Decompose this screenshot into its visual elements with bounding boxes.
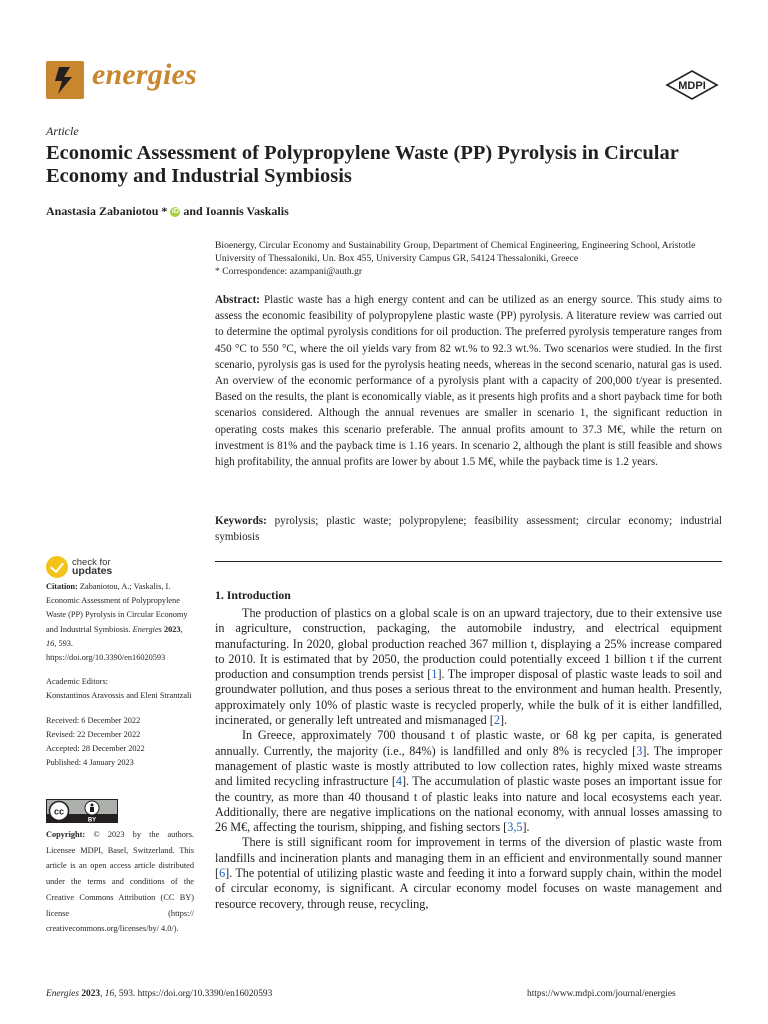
divider [215,561,722,562]
footer-citation: Energies 2023, 16, 593. https://doi.org/10.3390/en16020593 [46,989,273,999]
reference-link[interactable]: 3 [636,743,643,758]
section-heading: 1. Introduction [215,588,291,602]
keywords-text: pyrolysis; plastic waste; polypropylene; feasibility assessment; circular economy; industrial symbiosis [215,515,722,544]
academic-editors: Konstantinos Aravossis and Eleni Strantzali [46,691,192,701]
citation-text: Zabaniotou, A.; Vaskalis, I. Economic Assessment of Polypropylene Waste (PP) Pyrolysis in Circular Economy and Industrial Symbiosis. [46,582,188,634]
affiliation: Bioenergy, Circular Economy and Sustainability Group, Department of Chemical Engineering, Engineering School, Aristotle University of Thessaloniki, Un. Box 455, University Campus GR, 54124 Thessaloniki, Greece [215,240,696,265]
checkmark-icon [46,556,68,578]
author-name[interactable]: Anastasia Zabaniotou * [46,204,168,218]
abstract [215,292,722,470]
keywords-label: Keywords: [215,515,267,527]
page-title: Economic Assessment of Polypropylene Waste (PP) Pyrolysis in Circular Economy and Industrial Symbiosis [46,142,679,187]
article-type: Article [46,124,79,138]
citation: Citation: Zabaniotou, A.; Vaskalis, I. Economic Assessment of Polypropylene Waste (PP) Pyrolysis in Circular Economy and Industrial Symbiosis. Energies 2023, 16, 593. https://doi.org/10.3390/en16020593 [46,582,188,663]
citation-volume: 16 [46,638,55,648]
check-for-updates-button[interactable] [46,556,112,578]
footer-year: 2023 [81,989,101,999]
publisher-logo [664,70,720,105]
date-published: Published: 4 January 2023 [46,758,134,768]
reference-link[interactable]: 6 [219,866,226,881]
footer-journal-url[interactable]: https://www.mdpi.com/journal/energies [527,989,676,999]
paragraph: There is still significant room for improvement in terms of the diversion of plastic waste from landfills and incineration plants and managing them in an efficient and environmentally sound manner [6]. The potential of utilizing plastic waste and feeding it into a forward supply chain, within the model of circular economy, is significant. A circular economy model focuses on waste management and resource recovery, through reuse, recycling, [215,835,722,911]
journal-logo-icon [46,61,84,99]
publisher-name: MDPI [678,80,706,92]
author-name[interactable]: and Ioannis Vaskalis [183,204,289,218]
correspondence: * Correspondence: azampani@auth.gr [215,266,363,277]
introduction-body [215,606,722,912]
copyright-text: © 2023 by the authors. Licensee MDPI, Basel, Switzerland. This article is an open access article distributed under the terms and conditions of the Creative Commons Attribution (CC BY) license (https:// creativecommons.org/licenses/by/ 4.0/). [46,830,194,934]
date-accepted: Accepted: 28 December 2022 [46,744,145,754]
check-updates-line1: check for [72,557,111,568]
paragraph: In Greece, approximately 700 thousand t of plastic waste, or 68 kg per capita, is generated annually. Currently, the majority (i.e., 84%) is landfilled and only 8% is recycled [3]. The improper management of plastic waste is mostly attributed to low collection rates, highly mixed waste streams and limited recycling infrastructure [4]. The accumulation of plastic waste poses an important issue for the country, as more than 40 thousand t of plastic leaks into nature and local ecosystems each year. Additionally, there are negative implications on the national economy, with annual losses amassing to 26 M€, affecting the tourism, shipping, and fishing sectors [3,5]. [215,728,722,835]
citation-journal: Energies [132,624,162,634]
footer-journal: Energies [46,989,79,999]
author-list [46,204,289,219]
reference-link[interactable]: 1 [431,667,438,682]
citation-sidebar [46,580,194,770]
academic-editors-label: Academic Editors: [46,677,108,687]
copyright-notice [46,827,194,937]
reference-link[interactable]: 3,5 [507,820,523,835]
cc-text: cc [53,806,65,817]
footer-volume: 16 [104,989,115,999]
citation-label: Citation: [46,582,78,591]
journal-name: energies [92,58,197,91]
footer-doi[interactable]: , 593. https://doi.org/10.3390/en16020593 [114,989,273,999]
citation-year: 2023 [163,624,181,634]
paragraph: The production of plastics on a global scale is on an upward trajectory, due to their extensive use in agriculture, construction, packaging, the automobile industry, and electrical equipment manufacturing. In 2020, global production reached 367 million t, displaying a 25% increase compared to 2010. It is estimated that by 2050, the production could potentially exceed 1 billion t if the current production and consumption trends persist [1]. The improper disposal of plastic waste leads to soil and groundwater pollution, and thus poses a serious threat to the environment and human health. Presently, approximately only 10% of plastic waste is recycled properly, while the bulk of it is either landfilled, incinerated, or generally left untreated and mismanaged [2]. [215,606,722,728]
by-text: BY [87,817,97,823]
abstract-label: Abstract: [215,294,260,306]
cc-by-license-badge[interactable] [46,799,118,823]
keywords [215,513,722,545]
date-received: Received: 6 December 2022 [46,715,141,725]
citation-doi[interactable]: , 593. https://doi.org/10.3390/en16020593 [46,638,166,663]
copyright-label: Copyright: [46,830,86,839]
date-revised: Revised: 22 December 2022 [46,729,141,739]
reference-link[interactable]: 2 [493,713,500,728]
reference-link[interactable]: 4 [395,774,402,789]
orcid-icon[interactable]: iD [171,207,179,215]
abstract-text: Plastic waste has a high energy content and can be utilized as an energy source. This study aims to assess the economic feasibility of polypropylene plastic waste (PP) pyrolysis. A literature review was carried out to determine the optimal pyrolysis conditions for oil production. The preferred pyrolysis temperature ranges from 450 °C to 550 °C, where the oil yields vary from 82 wt.% to 92.3 wt.%. Two scenarios were studied. In the first scenario, pyrolysis gas is used for the pyrolysis heating needs, whereas in the second scenario, natural gas is used. An overview of the economic performance of a pyrolysis plant with a capacity of 200,000 t/year is presented. Based on the results, the plant is economically viable, as it presents high profits and a short payback time for both scenarios considered. Although the annual revenues are smaller in scenario 1, the significant reduction in operating costs makes this scenario preferable. The annual profits amount to 37.3 M€, while the return on investment is 81% and the payback time is 1.16 years. In scenario 2, although the plant is still feasible and shows high profitability, the annual profits are lower by about 1.5 M€, while the payback time is 1.2 years. [215,294,722,469]
check-updates-line2: updates [72,565,113,577]
